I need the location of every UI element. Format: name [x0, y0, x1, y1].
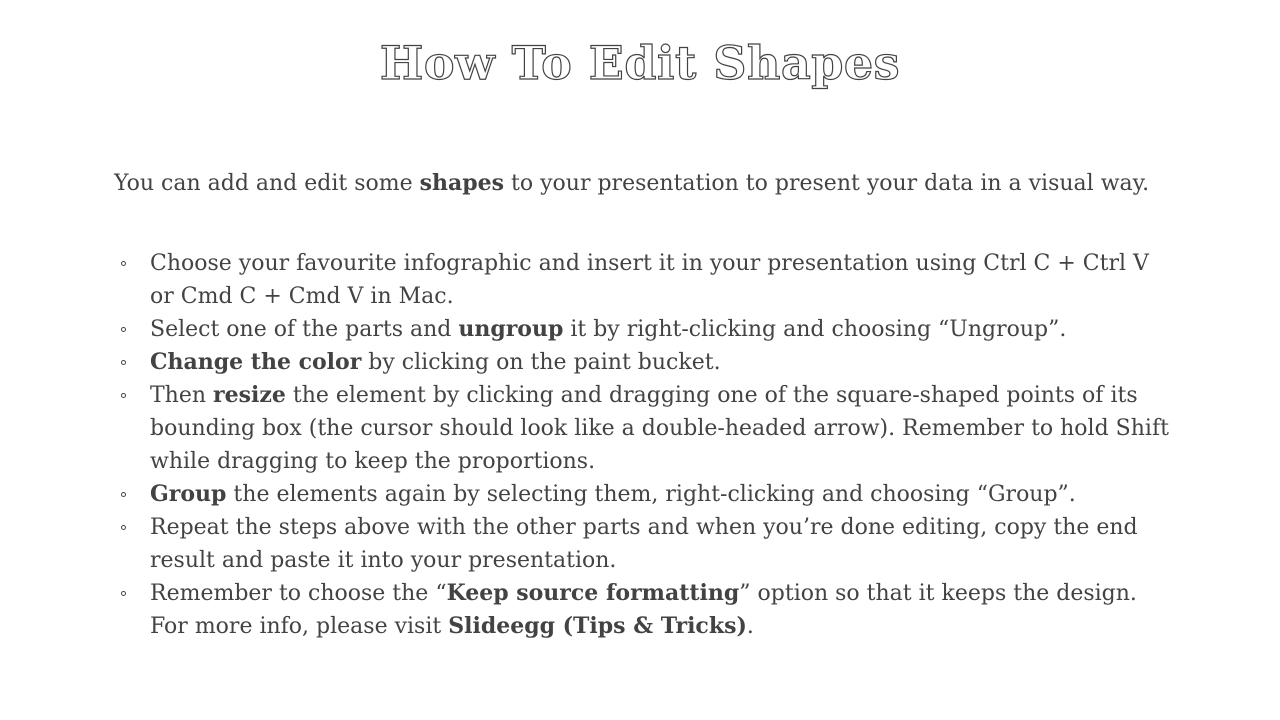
step-bold: Keep source formatting — [446, 580, 740, 606]
step-text: Remember to choose the “ — [150, 581, 447, 606]
step-text: . — [746, 614, 754, 639]
intro-text: You can add and edit some — [114, 171, 420, 196]
steps-list — [114, 247, 1174, 643]
bullet-icon — [121, 525, 126, 530]
step-text: ” option so that it keeps the design. For more info, please visit — [150, 581, 1137, 639]
bullet-icon — [121, 591, 126, 596]
step-bold: Change the color — [150, 349, 362, 375]
step-text: the elements again by selecting them, right-clicking and choosing “Group”. — [226, 482, 1076, 507]
step-text: Select one of the parts and — [150, 317, 459, 342]
slide-title: How To Edit Shapes — [379, 36, 901, 90]
step-bold: resize — [213, 382, 286, 408]
list-item — [114, 577, 1174, 643]
intro-paragraph — [114, 168, 1214, 199]
step-text: by clicking on the paint bucket. — [361, 350, 721, 375]
list-item — [114, 379, 1174, 478]
list-item — [114, 247, 1174, 313]
bullet-icon — [121, 393, 126, 398]
bullet-icon — [121, 360, 126, 365]
list-item — [114, 511, 1174, 577]
list-item — [114, 346, 1174, 379]
bullet-icon — [121, 492, 126, 497]
step-bold: ungroup — [458, 316, 564, 342]
intro-bold: shapes — [419, 170, 505, 196]
slideegg-link[interactable]: Slideegg (Tips & Tricks) — [448, 613, 747, 639]
list-item — [114, 313, 1174, 346]
step-bold: Group — [150, 481, 227, 507]
list-item — [114, 478, 1174, 511]
step-text: the element by clicking and dragging one of the square-shaped points of its bounding box (the cursor should look like a double-headed arrow). Remember to hold Shift while dragging to keep the proportions. — [150, 383, 1169, 474]
step-text: it by right-clicking and choosing “Ungroup”. — [563, 317, 1067, 342]
intro-text-end: to your presentation to present your data in a visual way. — [504, 171, 1150, 196]
step-text: Choose your favourite infographic and insert it in your presentation using Ctrl C + Ctrl V or Cmd C + Cmd V in Mac. — [150, 251, 1149, 309]
step-text: Repeat the steps above with the other parts and when you’re done editing, copy the end result and paste it into your presentation. — [150, 515, 1138, 573]
bullet-icon — [121, 327, 126, 332]
bullet-icon — [121, 261, 126, 266]
step-text: Then — [150, 383, 214, 408]
